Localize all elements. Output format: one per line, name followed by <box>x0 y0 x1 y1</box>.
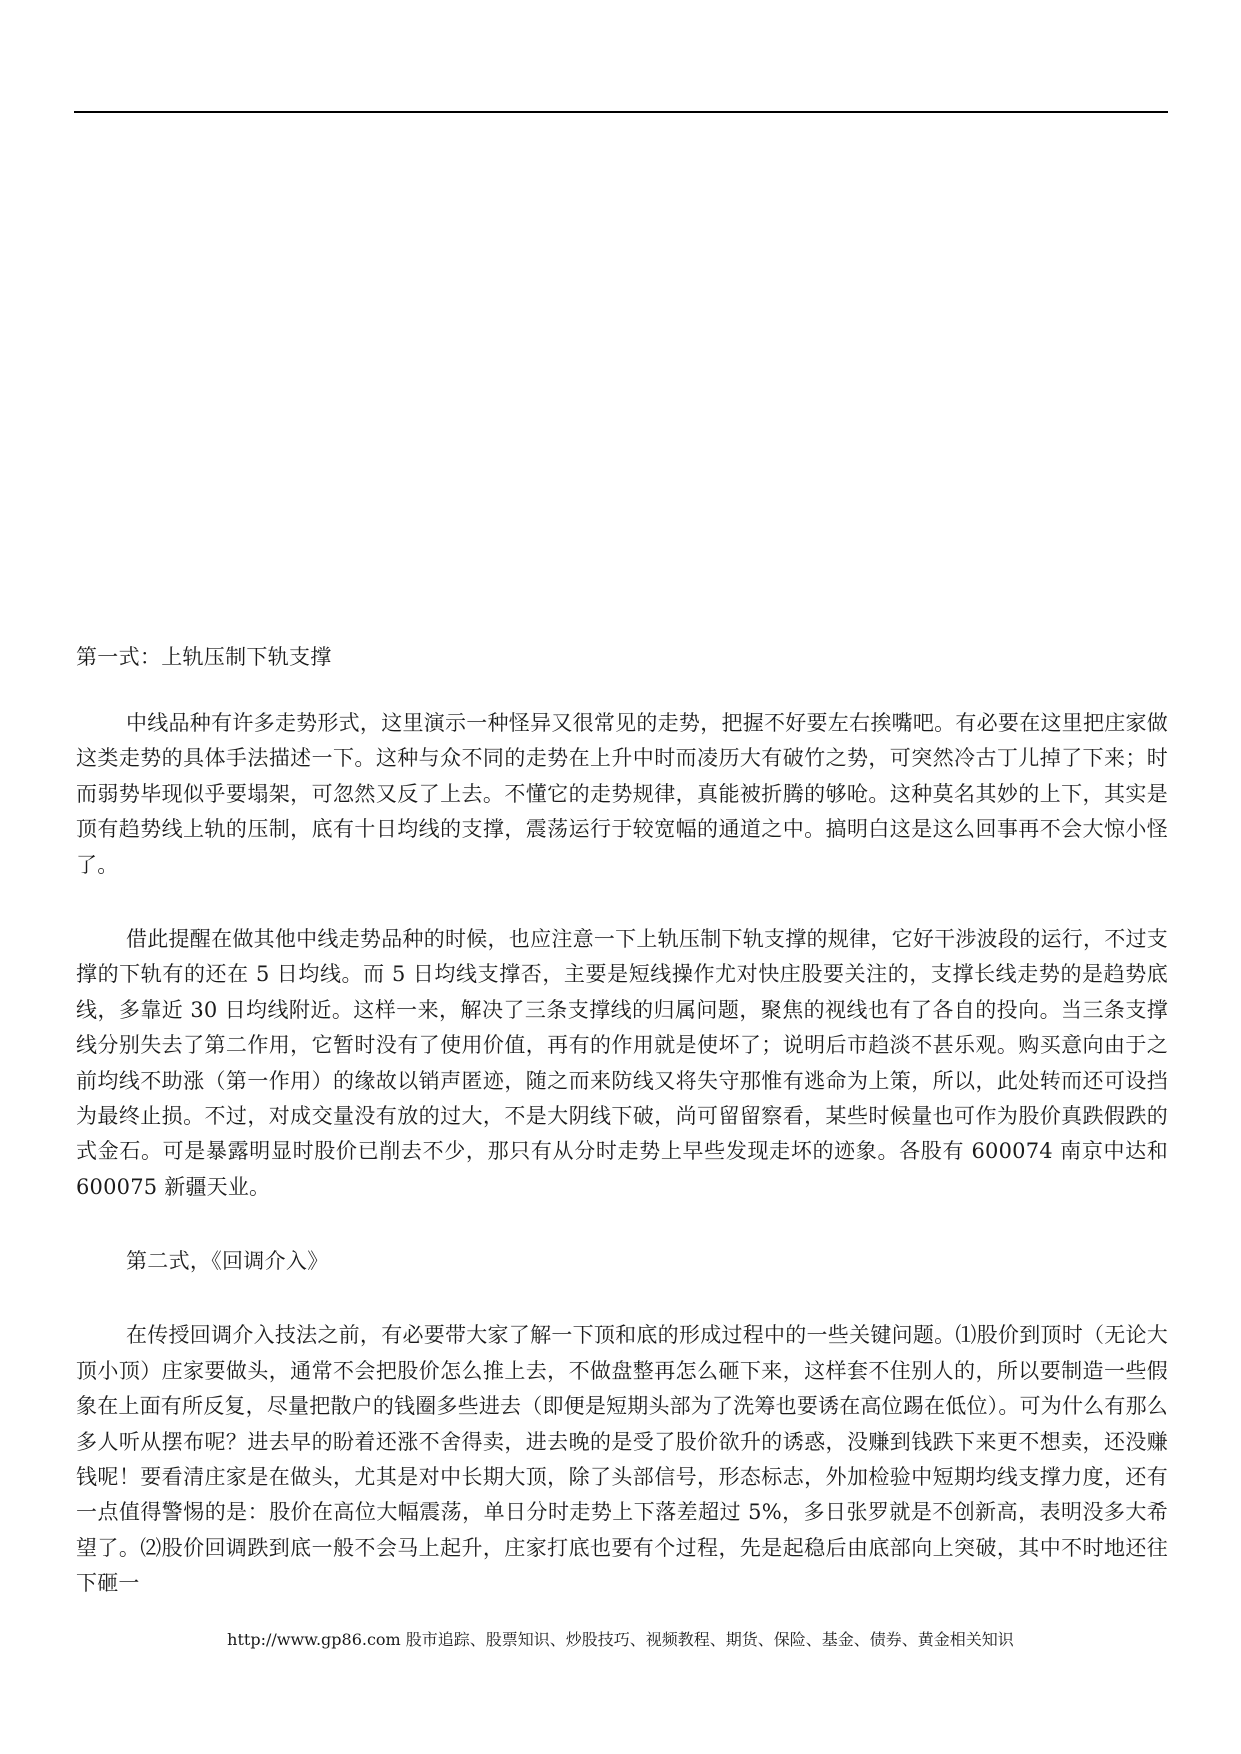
paragraph-3: 在传授回调介入技法之前，有必要带大家了解一下顶和底的形成过程中的一些关键问题。⑴股价到顶时（无论大顶小顶）庄家要做头，通常不会把股价怎么推上去，不做盘整再怎么砸下来，这样套不住别人的，所以要制造一些假象在上面有所反复，尽量把散户的钱圈多些进去（即便是短期头部为了洗筹也要诱在高位踢在低位）。可为什么有那么多人听从摆布呢？进去早的盼着还涨不舍得卖，进去晚的是受了股价欲升的诱惑，没赚到钱跌下来更不想卖，还没赚钱呢！要看清庄家是在做头，尤其是对中长期大顶，除了头部信号，形态标志，外加检验中短期均线支撑力度，还有一点值得警惕的是：股价在高位大幅震荡，单日分时走势上下落差超过 5%，多日张罗就是不创新高，表明没多大希望了。⑵股价回调跌到底一般不会马上起升，庄家打底也要有个过程，先是起稳后由底部向上突破，其中不时地还往下砸一 <box>76 1323 1168 1596</box>
spacer <box>76 1279 1168 1318</box>
paragraph-1: 中线品种有许多走势形式，这里演示一种怪异又很常见的走势，把握不好要左右挨嘴吧。有必要在这里把庄家做这类走势的具体手法描述一下。这种与众不同的走势在上升中时而凌历大有破竹之势，可突然冷古丁儿掉了下来；时而弱势毕现似乎要塌架，可忽然又反了上去。不懂它的走势规律，真能被折腾的够呛。这种莫名其妙的上下，其实是顶有趋势线上轨的压制，底有十日均线的支撑，震荡运行于较宽幅的通道之中。搞明白这是这么回事再不会大惊小怪了。 <box>76 711 1168 877</box>
section-heading-2: 第二式，《回调介入》 <box>126 1249 329 1274</box>
spacer <box>76 675 1168 706</box>
header-rule <box>74 111 1168 113</box>
document-body <box>76 640 1168 1602</box>
spacer <box>76 883 1168 922</box>
spacer <box>76 1205 1168 1244</box>
paragraph-2: 借此提醒在做其他中线走势品种的时候，也应注意一下上轨压制下轨支撑的规律，它好干涉波段的运行，不过支撑的下轨有的还在 5 日均线。而 5 日均线支撑否，主要是短线操作尤对快庄股要关注的，支撑长线走势的是趋势底线，多靠近 30 日均线附近。这样一来，解决了三条支撑线的归属问题，聚焦的视线也有了各自的投向。当三条支撑线分别失去了第二作用，它暂时没有了使用价值，再有的作用就是使坏了；说明后市趋淡不甚乐观。购买意向由于之前均线不助涨（第一作用）的缘故以销声匿迹，随之而来防线又将失守那惟有逃命为上策，所以，此处转而还可设挡为最终止损。不过，对成交量没有放的过大，不是大阴线下破，尚可留留察看，某些时候量也可作为股价真跌假跌的式金石。可是暴露明显时股价已削去不少，那只有从分时走势上早些发现走坏的迹象。各股有 600074 南京中达和 600075 新疆天业。 <box>76 927 1168 1199</box>
page-footer: http://www.gp86.com 股市追踪、股票知识、炒股技巧、视频教程、期货、保险、基金、债券、黄金相关知识 <box>227 1630 1014 1649</box>
section-heading-1: 第一式：上轨压制下轨支撑 <box>76 645 332 669</box>
